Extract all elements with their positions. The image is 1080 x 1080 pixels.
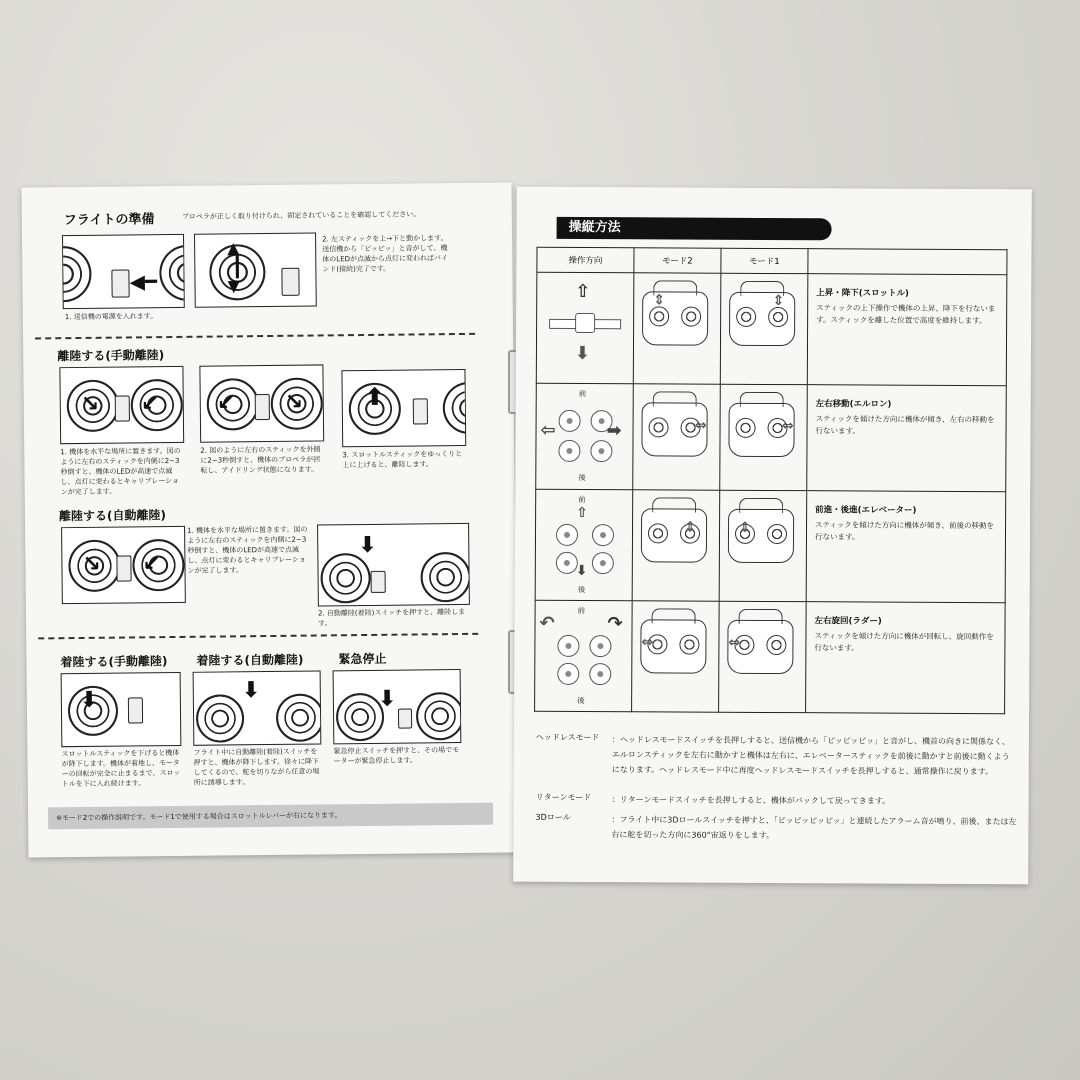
prep-step-1: 1. 送信機の電源を入れます。 — [64, 312, 158, 322]
table-row — [536, 383, 1007, 491]
takeoff-manual-step-1: 1. 機体を水平な場所に置きます。図のように左右のスティックを内側に2~3秒倒すと、機体のLEDが高速で点滅し、点灯に変わるとキャリブレーションが完了します。 — [60, 446, 181, 497]
emergency-diagram: ⬇ — [333, 669, 462, 744]
headless-text: ：ヘッドレスモードスイッチを長押しすると、送信機から「ピッピッピッ」と音がし、機首の向きに関係なく、エルロンスティックを左右に動かすと機体は左右に、エレベータースティックを前後に動かすと前後に動くようになります。ヘッドレスモード中に再度ヘッドレスモードスイッチを長押しすると、通常操作に戻ります。 — [611, 735, 1010, 777]
emergency-title: 緊急停止 — [338, 651, 387, 667]
back-label: 後 — [577, 584, 586, 595]
front-label: 前 — [578, 388, 587, 399]
header-mode2: モード2 — [634, 248, 721, 273]
row-title: 左右移動(エルロン) — [815, 399, 892, 410]
row-description: スティックを傾けた方向に機体が回転し、旋回動作を行ないます。 — [814, 631, 994, 653]
takeoff-auto-step-1: 1. 機体を水平な場所に置きます。図のように左右のスティックを内側に2~3秒倒すと、機体のLEDが高速で点滅し、点灯に変わるとキャリブレーションが完了します。 — [187, 525, 308, 575]
takeoff-manual-title: 離陸する(手動離陸) — [57, 348, 165, 364]
row-description: スティックを傾けた方向に機体が傾き、前後の移動を行ないます。 — [814, 520, 995, 542]
prep-step-2: 2. 左スティックを上→下と動かします。送信機から「ピッピッ」と音がして、機体のLEDが点滅から点灯に変わればバインド(接続)完了です。 — [322, 234, 449, 274]
row-description: スティックの上下操作で機体の上昇、降下を行ないます。スティックを離した位置で高度を維持します。 — [816, 303, 996, 326]
row-title: 前進・後進(エレベーター) — [815, 505, 917, 516]
takeoff-auto-title: 離陸する(自動離陸) — [58, 508, 167, 524]
land-auto-diagram: ⬇ — [193, 670, 322, 745]
front-label: 前 — [578, 494, 586, 505]
aileron-mode1-controller: ⇔ — [720, 385, 807, 490]
land-manual-title: 着陸する(手動離陸) — [60, 654, 168, 670]
front-label: 前 — [577, 605, 586, 616]
left-manual-page — [22, 182, 519, 857]
headless-label: ヘッドレスモード — [535, 732, 600, 743]
land-manual-diagram: ⬇ — [61, 672, 182, 747]
takeoff-manual-diagram-1: ↘ ↙ — [59, 366, 184, 444]
footnote: ※モード2での操作説明です。モード1で使用する場合はスロットルレバーが右になります。 — [56, 811, 342, 823]
rudder-mode2-controller: ⇔ — [632, 601, 719, 711]
land-auto-text: フライト中に自動離陸(着陸)スイッチを押すと、機体が降下します。徐々に降下してくるので、舵を切りながら任意の場所に誘導します。 — [193, 747, 320, 787]
aileron-drone-diagram: 前 ⇦ ➡ 後 — [540, 388, 622, 483]
takeoff-manual-diagram-2: ↙ ↘ — [199, 364, 324, 442]
controls-title: 操縦方法 — [557, 217, 832, 240]
aileron-mode2-controller: ⇔ — [633, 384, 720, 489]
header-mode1: モード1 — [721, 248, 808, 273]
roll-text: ：フライト中に3Dロールスイッチを押すと、「ピッピッピッピッ」と連続したアラーム音が鳴り、前後、または左右に舵を切った方向に360°宙返りをします。 — [611, 815, 1017, 841]
divider — [38, 633, 478, 640]
divider — [35, 333, 475, 340]
return-label: リターンモード — [535, 792, 592, 803]
land-auto-title: 着陸する(自動離陸) — [196, 652, 304, 668]
prep-diagram-2: ▲ ┃ ▼ — [194, 233, 317, 308]
throttle-mode1-controller: ⇕ — [721, 274, 808, 384]
takeoff-auto-diagram-2: ⬇ — [317, 523, 470, 607]
rudder-mode1-controller: ⇔ — [719, 602, 806, 712]
takeoff-manual-step-2: 2. 図のように左右のスティックを外側に2~3秒倒すと、機体のプロペラが回転し、アイドリング状態になります。 — [200, 445, 321, 475]
prep-title: フライトの準備 — [63, 212, 155, 229]
takeoff-manual-diagram-3: ⬆ — [341, 369, 466, 447]
footnote-bar — [48, 803, 493, 830]
throttle-drone-diagram: ⇧ ⬇ — [537, 273, 634, 384]
emergency-text: 緊急停止スイッチを押すと、その場でモーターが緊急停止します。 — [333, 746, 460, 766]
right-manual-page — [513, 187, 1032, 885]
table-row — [535, 489, 1006, 602]
elevator-mode2-controller: ⇕ — [633, 490, 720, 600]
back-label: 後 — [577, 695, 585, 706]
controls-table — [534, 247, 1007, 714]
takeoff-auto-diagram-1: ↘ ↙ — [61, 526, 186, 604]
elevator-drone-diagram: 前 ⇧ ⬇ 後 — [536, 490, 633, 601]
throttle-mode2-controller: ⇕ — [634, 273, 721, 383]
header-direction: 操作方向 — [537, 247, 634, 273]
row-description: スティックを傾けた方向に機体が傾き、左右の移動を行ないます。 — [815, 414, 995, 436]
takeoff-auto-step-2: 2. 自動離陸(着陸)スイッチを押すと、離陸します。 — [317, 607, 466, 628]
table-header-row — [537, 247, 1007, 274]
table-row — [536, 272, 1007, 385]
elevator-mode1-controller: ⇕ — [720, 491, 807, 601]
header-blank — [808, 249, 1007, 275]
row-title: 上昇・降下(スロットル) — [816, 288, 909, 299]
row-title: 左右旋回(ラダー) — [814, 616, 882, 627]
back-label: 後 — [578, 472, 586, 483]
prep-diagram-1: ◀━ — [62, 234, 185, 309]
prep-note: プロペラが正しく取り付けられ、固定されていることを確認してください。 — [181, 210, 421, 221]
roll-label: 3Dロール — [535, 812, 571, 822]
return-text: ：リターンモードスイッチを長押しすると、機体がバックして戻ってきます。 — [611, 795, 891, 806]
land-manual-text: スロットルスティックを下げると機体が降下します。機体が着地し、モーターの回転が完全に止まるまで、スロットルを下に入れ続けます。 — [61, 748, 181, 789]
rudder-drone-diagram: 前 ↶ ↷ 後 — [539, 605, 623, 706]
takeoff-manual-step-3: 3. スロットルスティックをゆっくりと上に上げると、離陸します。 — [342, 449, 463, 470]
table-row — [535, 600, 1006, 713]
